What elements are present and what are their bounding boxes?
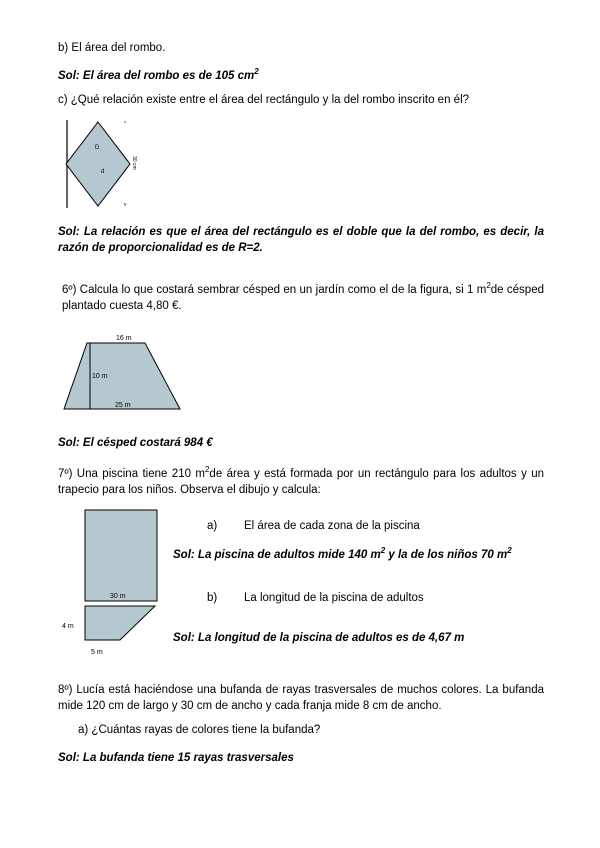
- q7-a-text: El área de cada zona de la piscina: [244, 520, 420, 532]
- rhombus-label-side: 30 cm: [131, 156, 137, 170]
- q8-text: 8º) Lucía está haciéndose una bufanda de rayas trasversales de muchos colores. La bufanda mide 120 cm de largo y 30 cm de ancho y cada franja mide 8 cm de ancho.: [58, 684, 544, 712]
- rhombus-label-d: d: [101, 169, 105, 175]
- q8-a-text: a) ¿Cuántas rayas de colores tiene la bufanda?: [78, 724, 321, 736]
- garden-height-label: 10 m: [92, 373, 108, 380]
- rhombus-shape: [66, 122, 130, 206]
- q6-text: 6º) Calcula lo que costará sembrar césped en un jardín como el de la figura, si 1 $m^2de$ césped plantado cuesta 4,80 €.: [62, 281, 544, 312]
- q7-b-text: La longitud de la piscina de adultos: [244, 592, 424, 604]
- q7-text: 7º) Una piscina tiene 210 $m^2de$ área y está formada por un rectángulo para los adultos y un trapecio para los niños. Observa el dibujo y calcula:: [58, 465, 544, 496]
- q7-b-solution: Sol: La longitud de la piscina de adultos es de 4,67 m: [173, 632, 465, 644]
- trapezoid-garden-figure: [58, 330, 188, 415]
- q8-solution: Sol: La bufanda tiene 15 rayas trasversales: [58, 752, 294, 764]
- garden-bottom-label: 25 m: [115, 402, 131, 409]
- q5-b-text: b) El área del rombo.: [58, 42, 166, 54]
- children-pool-trapezoid: [85, 606, 155, 640]
- q7-b-label: b): [207, 592, 218, 604]
- q5-c-solution: Sol: La relación es que el área del rectángulo es el doble que la del rombo, es decir, la razón de proporcionalidad es de R=2.: [58, 226, 544, 254]
- q7-a-label: a): [207, 520, 218, 532]
- adult-pool-rectangle: [85, 510, 157, 601]
- q5-b-solution: Sol: El área del rombo es de 105 $cm^2$: [58, 67, 259, 82]
- pool-width-label: 30 m: [110, 593, 126, 600]
- rhombus-label-top: ^: [124, 121, 127, 127]
- pool-bottom-label: 5 m: [91, 649, 103, 656]
- rhombus-figure: [58, 116, 148, 212]
- garden-trapezoid: [64, 343, 180, 409]
- q5-c-text: c) ¿Qué relación existe entre el área del rectángulo y la del rombo inscrito en él?: [58, 94, 470, 106]
- garden-top-label: 16 m: [116, 335, 132, 342]
- rhombus-label-bottom: v: [124, 202, 127, 208]
- pool-figure: [58, 508, 163, 658]
- q6-solution: Sol: El césped costará 984 €: [58, 437, 213, 449]
- rhombus-label-D: D: [95, 145, 100, 151]
- q7-a-solution: Sol: La piscina de adultos mide 140 $m^2$ y la de los niños 70 $m^2$: [173, 546, 512, 561]
- pool-side-label: 4 m: [62, 623, 74, 630]
